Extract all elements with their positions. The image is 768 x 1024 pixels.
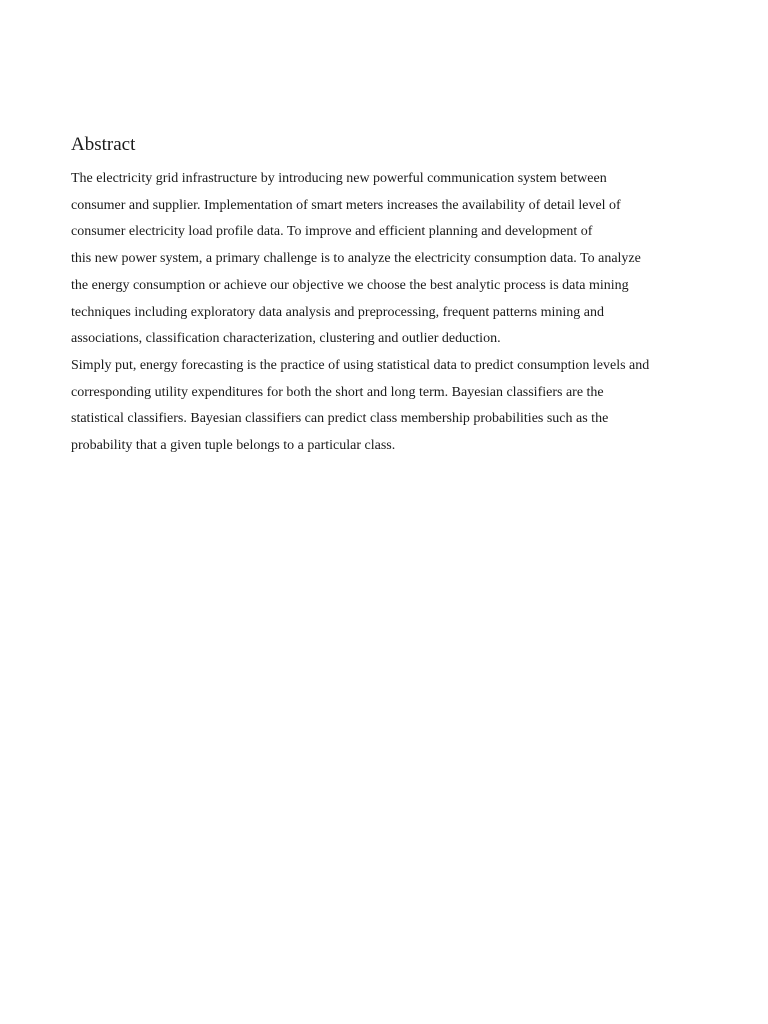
text-line-8: Simply put, energy forecasting is the practice of using statistical data to predict consumption levels and [71,357,650,373]
text-line-4: this new power system, a primary challenge is to analyze the electricity consumption data. To analyze [71,251,641,267]
text-line-10: statistical classifiers. Bayesian classifiers can predict class membership probabilities such as the [71,411,609,427]
abstract-heading: Abstract [71,134,136,155]
text-line-1: The electricity grid infrastructure by introducing new powerful communication system between [71,171,607,186]
text-line-7: associations, classification characterization, clustering and outlier deduction. [71,331,501,347]
text-line-6: techniques including exploratory data analysis and preprocessing, frequent patterns mining and [71,304,605,320]
text-line-9: corresponding utility expenditures for both the short and long term. Bayesian classifiers are the [71,384,604,400]
text-line-3: consumer electricity load profile data. To improve and efficient planning and development of [71,224,593,240]
text-line-11: probability that a given tuple belongs to a particular class. [71,438,396,454]
text-line-2: consumer and supplier. Implementation of smart meters increases the availability of detail level of [71,197,621,213]
abstract-body [71,166,761,460]
text-line-5: the energy consumption or achieve our objective we choose the best analytic process is data mining [71,277,629,293]
